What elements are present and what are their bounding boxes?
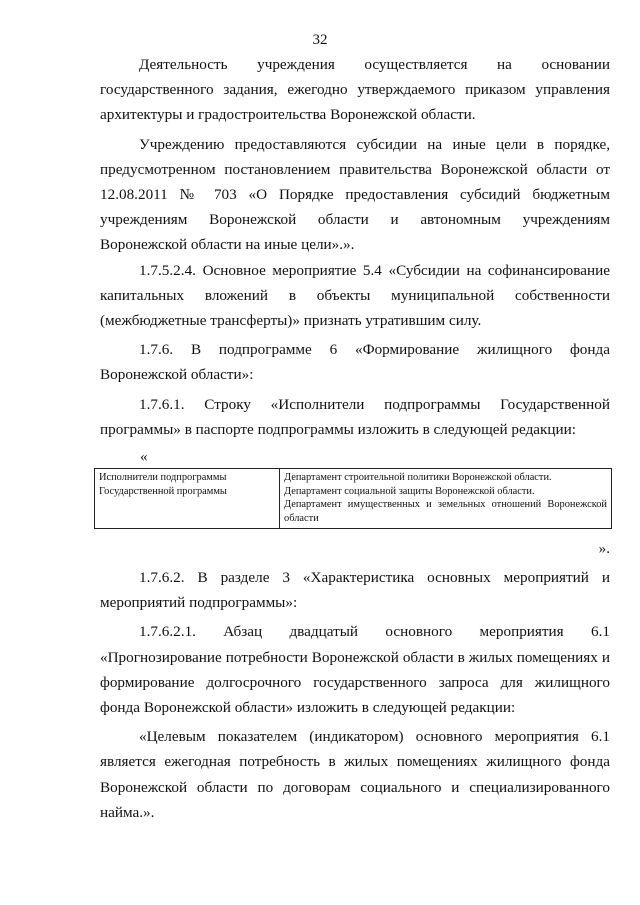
table-value-cell xyxy=(280,469,612,529)
paragraph-1-7-6-2-1: 1.7.6.2.1. Абзац двадцатый основного мероприятия 6.1 «Прогнозирование потребности Воронежской области в жилых помещениях и формирование долгосрочного государственного запроса для жилищного фонда Воронежской области» изложить в следующей редакции: xyxy=(100,623,610,717)
paragraph-measure-5-4: 1.7.5.2.4. Основное мероприятие 5.4 «Субсидии на софинансирование капитальных вложений в объекты муниципальной собственности (межбюджетные трансферты)» признать утратившим силу. xyxy=(100,261,610,330)
paragraph-target-indicator: «Целевым показателем (индикатором) основного мероприятия 6.1 является ежегодная потребность в жилых помещениях жилищного фонда Воронежской области по договорам социального и специализированного найма.». xyxy=(100,728,610,821)
paragraph-1-7-6-2: 1.7.6.2. В разделе 3 «Характеристика основных мероприятий и мероприятий подпрограммы»: xyxy=(100,569,610,612)
paragraph-subsidies: Учреждению предоставляются субсидии на иные цели в порядке, предусмотренном постановлением правительства Воронежской области от 12.08.2011 № 703 «О Порядке предоставления субсидий бюджетным учреждениям Воронежской области и автономным учреждениям Воронежской области на иные цели».». xyxy=(100,135,610,254)
executors-table xyxy=(94,468,612,529)
table-label-cell: Исполнители подпрограммы Государственной программы xyxy=(95,469,280,529)
table-value-line: Департамент строительной политики Воронежской области. xyxy=(284,472,552,484)
table-value-line: Департамент имущественных и земельных отношений Воронежской области xyxy=(284,499,607,524)
paragraph-1-7-6-1: 1.7.6.1. Строку «Исполнители подпрограммы Государственной программы» в паспорте подпрограммы изложить в следующей редакции: xyxy=(100,395,610,438)
page-number: 32 xyxy=(312,32,328,48)
table-row xyxy=(95,469,612,529)
document-body xyxy=(100,52,610,825)
table-value-line: Департамент социальной защиты Воронежской области. xyxy=(284,485,535,497)
paragraph-institution-activity: Деятельность учреждения осуществляется на основании государственного задания, ежегодно утверждаемого приказом управления архитектуры и градостроительства Воронежской области. xyxy=(100,56,610,124)
paragraph-subprogram-6: 1.7.6. В подпрограмме 6 «Формирование жилищного фонда Воронежской области»: xyxy=(100,341,610,384)
quote-close-mark: ». xyxy=(598,540,610,558)
quote-open-mark: « xyxy=(140,448,148,466)
